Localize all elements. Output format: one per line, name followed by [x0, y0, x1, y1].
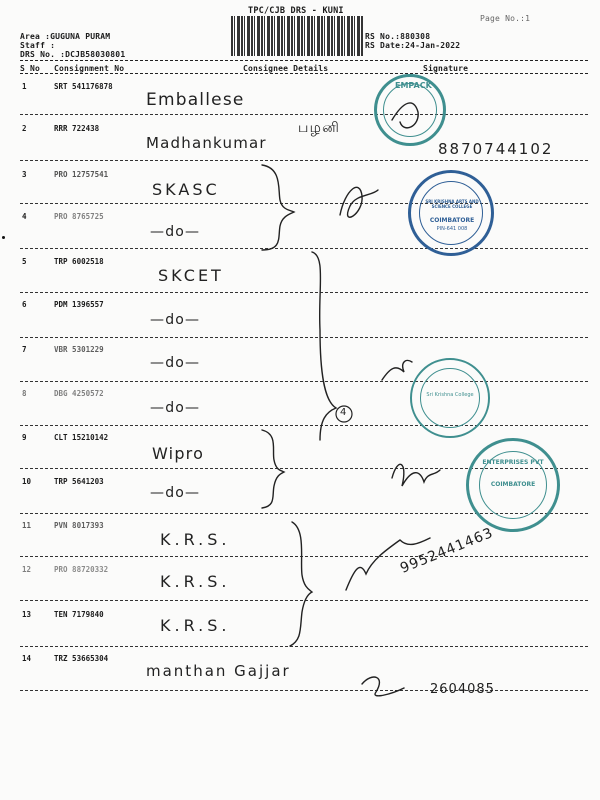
handwritten-receiver: SKASC	[152, 180, 220, 199]
empack-stamp	[374, 74, 446, 146]
col-header-consignee: Consignee Details	[243, 64, 329, 73]
handwritten-receiver: —do—	[150, 485, 201, 501]
col-header-signature: Signature	[423, 64, 469, 73]
handwritten-note: 2604085	[430, 682, 495, 697]
signature-k-r-s	[346, 538, 430, 590]
col-header-consignment: Consignment No	[54, 64, 125, 73]
signature-row-14	[362, 677, 404, 696]
college-stamp-place: COIMBATORE	[429, 217, 475, 224]
row-consignment: TRP 5641203	[54, 477, 104, 486]
skcet-stamp-text: Sri Krishna College	[426, 392, 474, 398]
row-sno: 5	[22, 257, 27, 266]
enterprises-stamp-place: COIMBATORE	[490, 481, 536, 488]
row-sno: 9	[22, 433, 27, 442]
row-consignment: TEN 7179840	[54, 610, 104, 619]
row-consignment: PRO 8765725	[54, 212, 104, 221]
area-label: Area :GUGUNA PURAM	[20, 32, 111, 41]
row-consignment: TRP 6002518	[54, 257, 104, 266]
scan-mark	[2, 236, 5, 239]
col-header-sno: S No	[20, 64, 41, 73]
college-stamp-pin: PIN-641 008	[436, 226, 468, 232]
drs-number: DRS No. :DCJB58030801	[20, 50, 126, 59]
signature-skasc	[340, 187, 378, 217]
handwritten-note: பழனி	[298, 120, 341, 136]
handwritten-receiver: K.R.S.	[160, 616, 231, 635]
row-consignment: RRR 722438	[54, 124, 100, 133]
skcet-stamp	[410, 358, 490, 438]
row-sno: 1	[22, 82, 27, 91]
signature-row-9	[392, 464, 440, 486]
brace-rows-3-4	[262, 165, 294, 250]
handwritten-receiver: SKCET	[158, 266, 224, 285]
handwritten-receiver: manthan Gajjar	[146, 662, 291, 680]
row-consignment: VBR 5301229	[54, 345, 104, 354]
handwritten-receiver: Emballese	[146, 90, 245, 110]
row-sno: 2	[22, 124, 27, 133]
empack-stamp-text: EMPACK	[395, 81, 432, 90]
row-consignment: PRO 88720332	[54, 565, 109, 574]
enterprises-stamp	[466, 438, 560, 532]
row-consignment: PDM 1396557	[54, 300, 104, 309]
rs-number: RS No.:880308	[365, 32, 431, 41]
handwritten-phone: 9952441463	[398, 524, 496, 577]
row-sno: 7	[22, 345, 27, 354]
row-consignment: CLT 15210142	[54, 433, 109, 442]
row-consignment: PVN 8017393	[54, 521, 104, 530]
row-consignment: SRT 541176878	[54, 82, 113, 91]
handwritten-receiver: Madhankumar	[146, 134, 267, 152]
enterprises-stamp-text: ENTERPRISES PVT	[482, 459, 544, 466]
row-sno: 11	[22, 521, 32, 530]
brace-rows-11-13	[290, 522, 312, 646]
row-consignment: DBG 4250572	[54, 389, 104, 398]
row-sno: 12	[22, 565, 32, 574]
college-stamp-name: SRI KRISHNA ARTS AND SCIENCE COLLEGE	[425, 199, 479, 209]
staff-label: Staff :	[20, 41, 56, 50]
row-sno: 10	[22, 477, 32, 486]
rs-date: RS Date:24-Jan-2022	[365, 41, 461, 50]
row-sno: 3	[22, 170, 27, 179]
document-title: TPC/CJB DRS - KUNI	[248, 6, 344, 16]
handwritten-phone: 8870744102	[438, 140, 554, 158]
signature-row-7	[382, 360, 412, 380]
row-sno: 4	[22, 212, 27, 221]
brace-rows-9-10	[262, 430, 284, 508]
handwritten-receiver: Wipro	[152, 444, 205, 463]
handwritten-receiver: K.R.S.	[160, 572, 231, 591]
handwritten-receiver: —do—	[150, 400, 201, 416]
page-number: Page No.:1	[480, 14, 531, 23]
college-stamp	[408, 170, 494, 256]
row-consignment: PRO 12757541	[54, 170, 109, 179]
handwritten-receiver: —do—	[150, 312, 201, 328]
circled-count-label: 4	[340, 407, 347, 418]
handwritten-receiver: —do—	[150, 355, 201, 371]
handwritten-receiver: K.R.S.	[160, 530, 231, 549]
row-sno: 6	[22, 300, 27, 309]
brace-rows-5-8	[312, 252, 336, 440]
row-sno: 8	[22, 389, 27, 398]
row-sno: 14	[22, 654, 32, 663]
row-consignment: TRZ 53665304	[54, 654, 109, 663]
handwritten-receiver: —do—	[150, 224, 201, 240]
row-sno: 13	[22, 610, 32, 619]
